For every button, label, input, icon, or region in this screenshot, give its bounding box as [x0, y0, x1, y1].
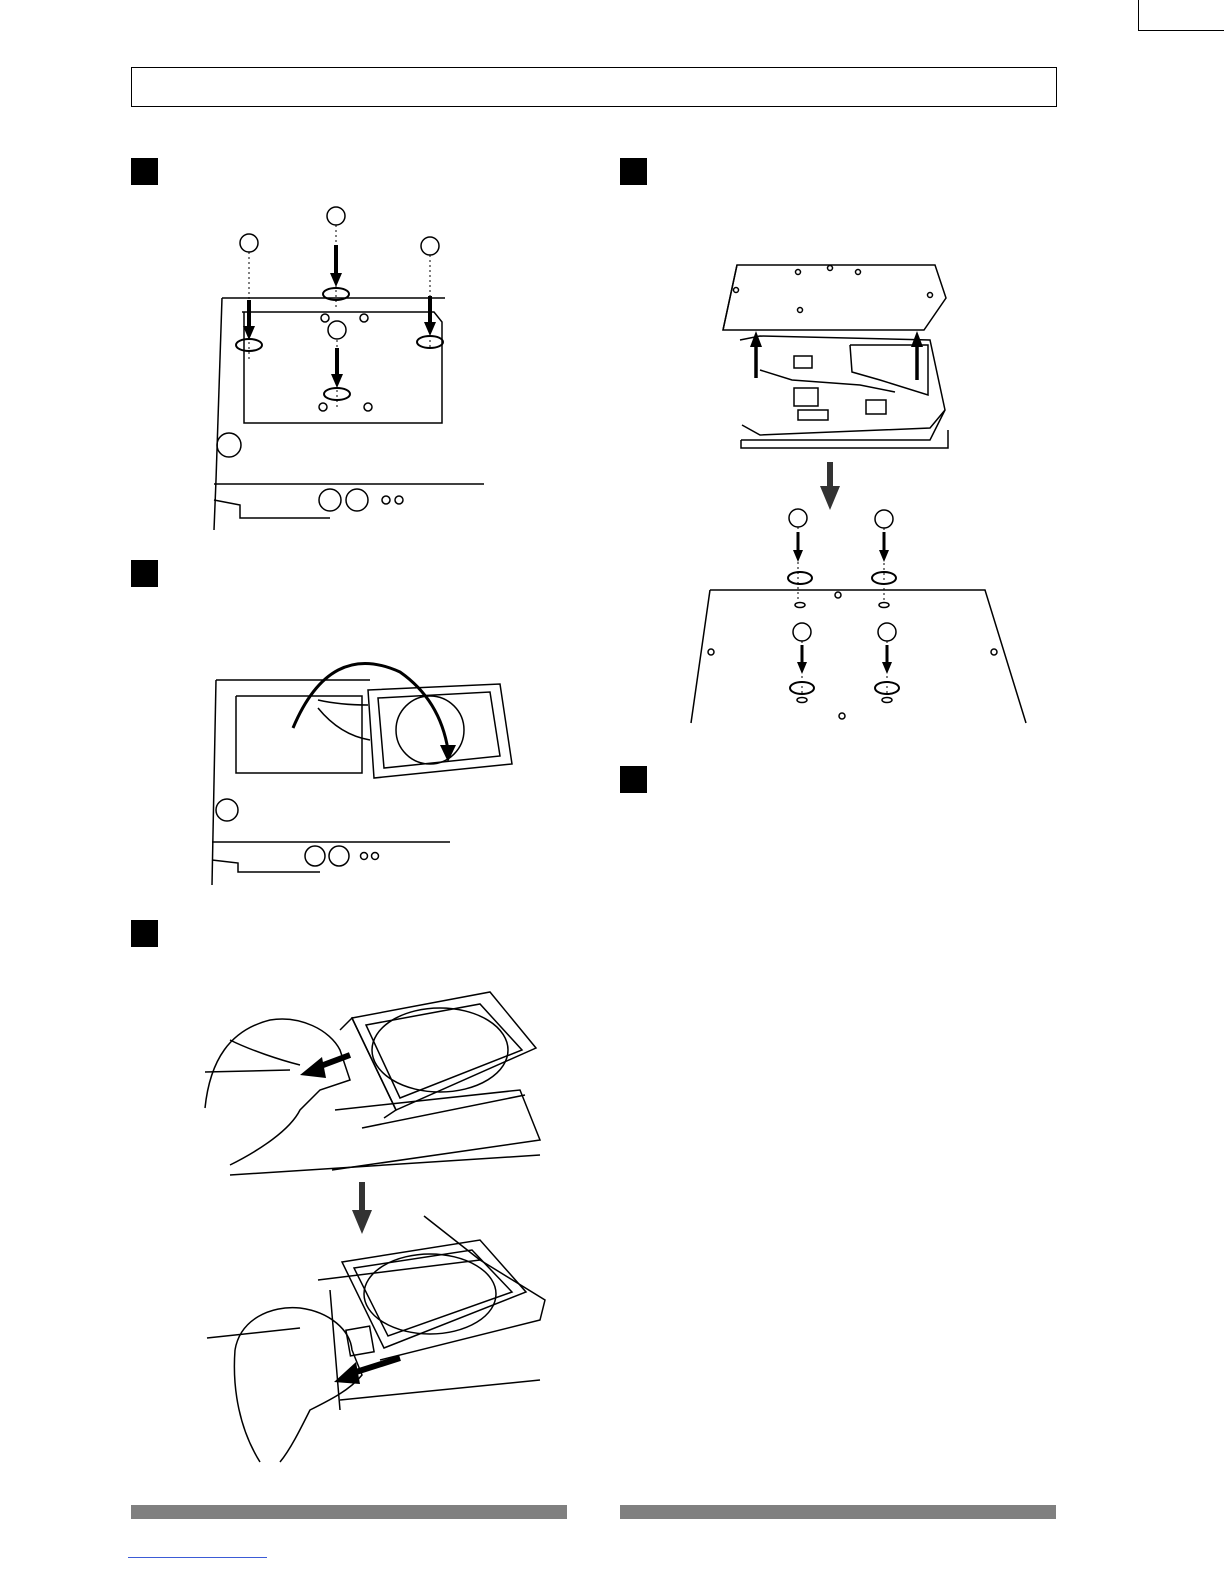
- step-marker-1: [131, 158, 158, 185]
- remove-cover-screws-illustration: [200, 200, 500, 540]
- step-marker-3: [131, 920, 158, 947]
- step-marker-2: [131, 560, 158, 587]
- remove-hdd-from-bracket-illustration: [685, 255, 1035, 735]
- crop-mark: [1138, 0, 1139, 30]
- step-marker-4: [620, 158, 647, 185]
- disconnect-hdd-cables-illustration: [200, 985, 550, 1470]
- step-marker-5: [620, 766, 647, 793]
- flip-hdd-bracket-illustration: [205, 650, 525, 890]
- crop-mark: [1138, 30, 1224, 31]
- footer-link-underline: [128, 1557, 267, 1558]
- header-box: [131, 67, 1057, 107]
- footer-bar-left: [131, 1505, 567, 1519]
- footer-bar-right: [620, 1505, 1056, 1519]
